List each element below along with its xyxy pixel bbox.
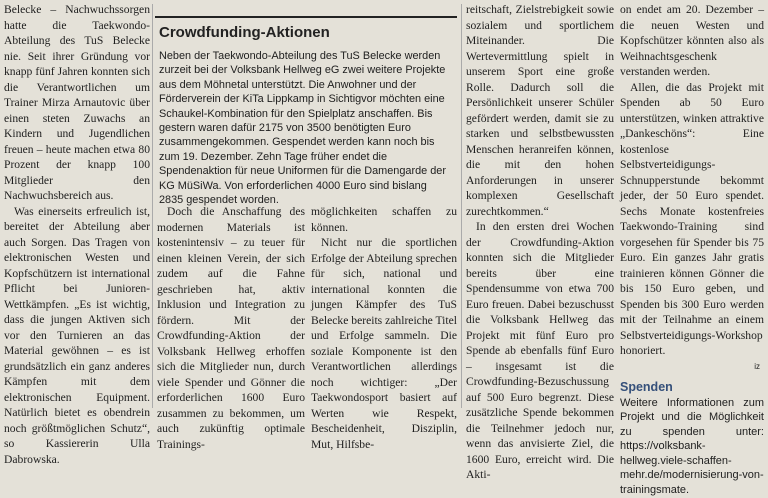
article-paragraph: reitschaft, Zielstrebigkeit sowie sozialem und sportlichem Miteinander. Die Wertevermittlung spielt in unserem Sport eine große Rolle. Dadurch soll die Persönlichkeit unserer Schüler gefördert werden, damit sie zu starken und selbstbewussten Menschen heranreifen können, die mit den hohen Anforderungen in unserer komplexen Gesellschaft zurechtkommen.“: [466, 3, 614, 218]
crowdfunding-info-box: [155, 16, 457, 207]
spenden-box-body: Weitere Informationen zum Projekt und die Möglichkeit zu spenden unter: https://volksbank-hellweg.viele-schaffen-mehr.de/modernisierung-von-trainingsmate.: [620, 396, 764, 497]
article-paragraph: on endet am 20. Dezember – die neuen Westen und Kopfschützer könnten also als Weihnachtsgeschenk verstanden werden.: [620, 3, 764, 78]
spenden-box-title: Spenden: [620, 380, 673, 394]
crowdfunding-box-title: Crowdfunding-Aktionen: [159, 24, 330, 41]
article-column-4: [466, 2, 614, 483]
column-divider: [461, 4, 462, 408]
article-column-2: [157, 204, 305, 452]
article-column-5: [620, 2, 764, 498]
article-paragraph: Belecke – Nachwuchssorgen hatte die Taekwondo-Abteilung des TuS Belecke nie. Seit ihrer Gründung vor knapp fünf Jahren konnten sich die Verantwortlichen um Trainer Mirza Arnautovic über einen steten Zuwachs an Kindern und Jugendlichen freuen – heute machen etwa 80 Prozent der knapp 100 Mitglieder den Nachwuchsbereich aus.: [4, 3, 150, 202]
article-paragraph: Nicht nur die sportlichen Erfolge der Abteilung sprechen für sich, national und international konnten die jungen Kämpfer des TuS Belecke bereits zahlreiche Titel und Erfolge sammeln. Die soziale Komponente ist den Verantwortlichen allerdings noch wichtiger: „Der Taekwondosport basiert auf Werten wie Respekt, Bescheidenheit, Disziplin, Mut, Hilfsbe-: [311, 236, 457, 451]
article-paragraph: Was einerseits erfreulich ist, bereitet der Abteilung aber auch Sorgen. Das Tragen von elektronischen Westen und Kopfschützern ist international Pflicht bei Junioren-Wettkämpfen. „Es ist wichtig, dass die jungen Aktiven sich vor den Turnieren an das Material gewöhnen – es ist grundsätzlich ein ganz anderes Kämpfen mit dem elektronischen Equipment. Natürlich bietet es obendrein noch größtmöglichen Schutz“, so Kassiererin Ulla Dabrowska.: [4, 204, 150, 466]
article-paragraph: In den ersten drei Wochen der Crowdfunding-Aktion konnten sich die Mitglieder bereits über eine Spendensumme von etwa 700 Euro freuen. Dabei bezuschusst die Volksbank Hellweg das Projekt mit fünf Euro pro Spende ab ebenfalls fünf Euro – insgesamt ist die Crowdfunding-Bezuschussung auf 500 Euro begrenzt. Diese zusätzliche Spende bekommen die Teilnehmer jedoch nur, wenn das anvisierte Ziel, die 1600 Euro, erreicht wird. Die Akti-: [466, 220, 614, 481]
article-paragraph: möglichkeiten schaffen zu können.: [311, 205, 457, 234]
article-column-1: [4, 2, 150, 467]
crowdfunding-box-body: Neben der Taekwondo-Abteilung des TuS Belecke werden zurzeit bei der Volksbank Hellweg eG zwei weitere Projekte aus dem Möhnetal unterstützt. Die Anwohner und der Förderverein der KiTa Lippkamp in Sichtigvor möchten eine Schaukel-Kombination für den Spielplatz anschaffen. Bis gestern waren dafür 2175 von 3500 benötigten Euro zusammengekommen. Gespendet werden kann noch bis zum 19. Dezember. Zehn Tage früher endet die Spendenaktion für neue Uniformen für die Damengarde der KG MüSiWa. Von erforderlichen 4000 Euro sind bislang 2835 gespendet worden.: [159, 50, 446, 207]
article-paragraph: Doch die Anschaffung des modernen Materials ist kostenintensiv – zu teuer für einen kleinen Verein, der sich zudem auf die Fahne geschrieben hat, aktiv Inklusion und Integration zu fördern. Mit der Crowdfunding-Aktion der Volksbank Hellweg erhoffen sich die Mitglieder nun, durch viele Spender und Gönner die erforderlichen 1600 Euro zusammen zu bekommen, um auch zukünftig optimale Trainings-: [157, 205, 305, 451]
author-tag: iz: [754, 361, 760, 371]
article-paragraph: Allen, die das Projekt mit Spenden ab 50 Euro unterstützen, winken attraktive „Dankeschöns“: Eine kostenlose Selbstverteidigungs-Schnupperstunde bekommt jeder, der 50 Euro spendet. Sechs Monate kostenfreies Taekwondo-Training sind vorgesehen für Spender bis 75 Euro. Ein ganzes Jahr gratis trainieren können Gönner die bis 150 Euro geben, und Spenden bis 300 Euro werden mit der Teilnahme an einem Selbstverteidigungs-Workshop honoriert.: [620, 80, 764, 357]
article-column-3: [311, 204, 457, 452]
column-divider: [152, 4, 153, 408]
